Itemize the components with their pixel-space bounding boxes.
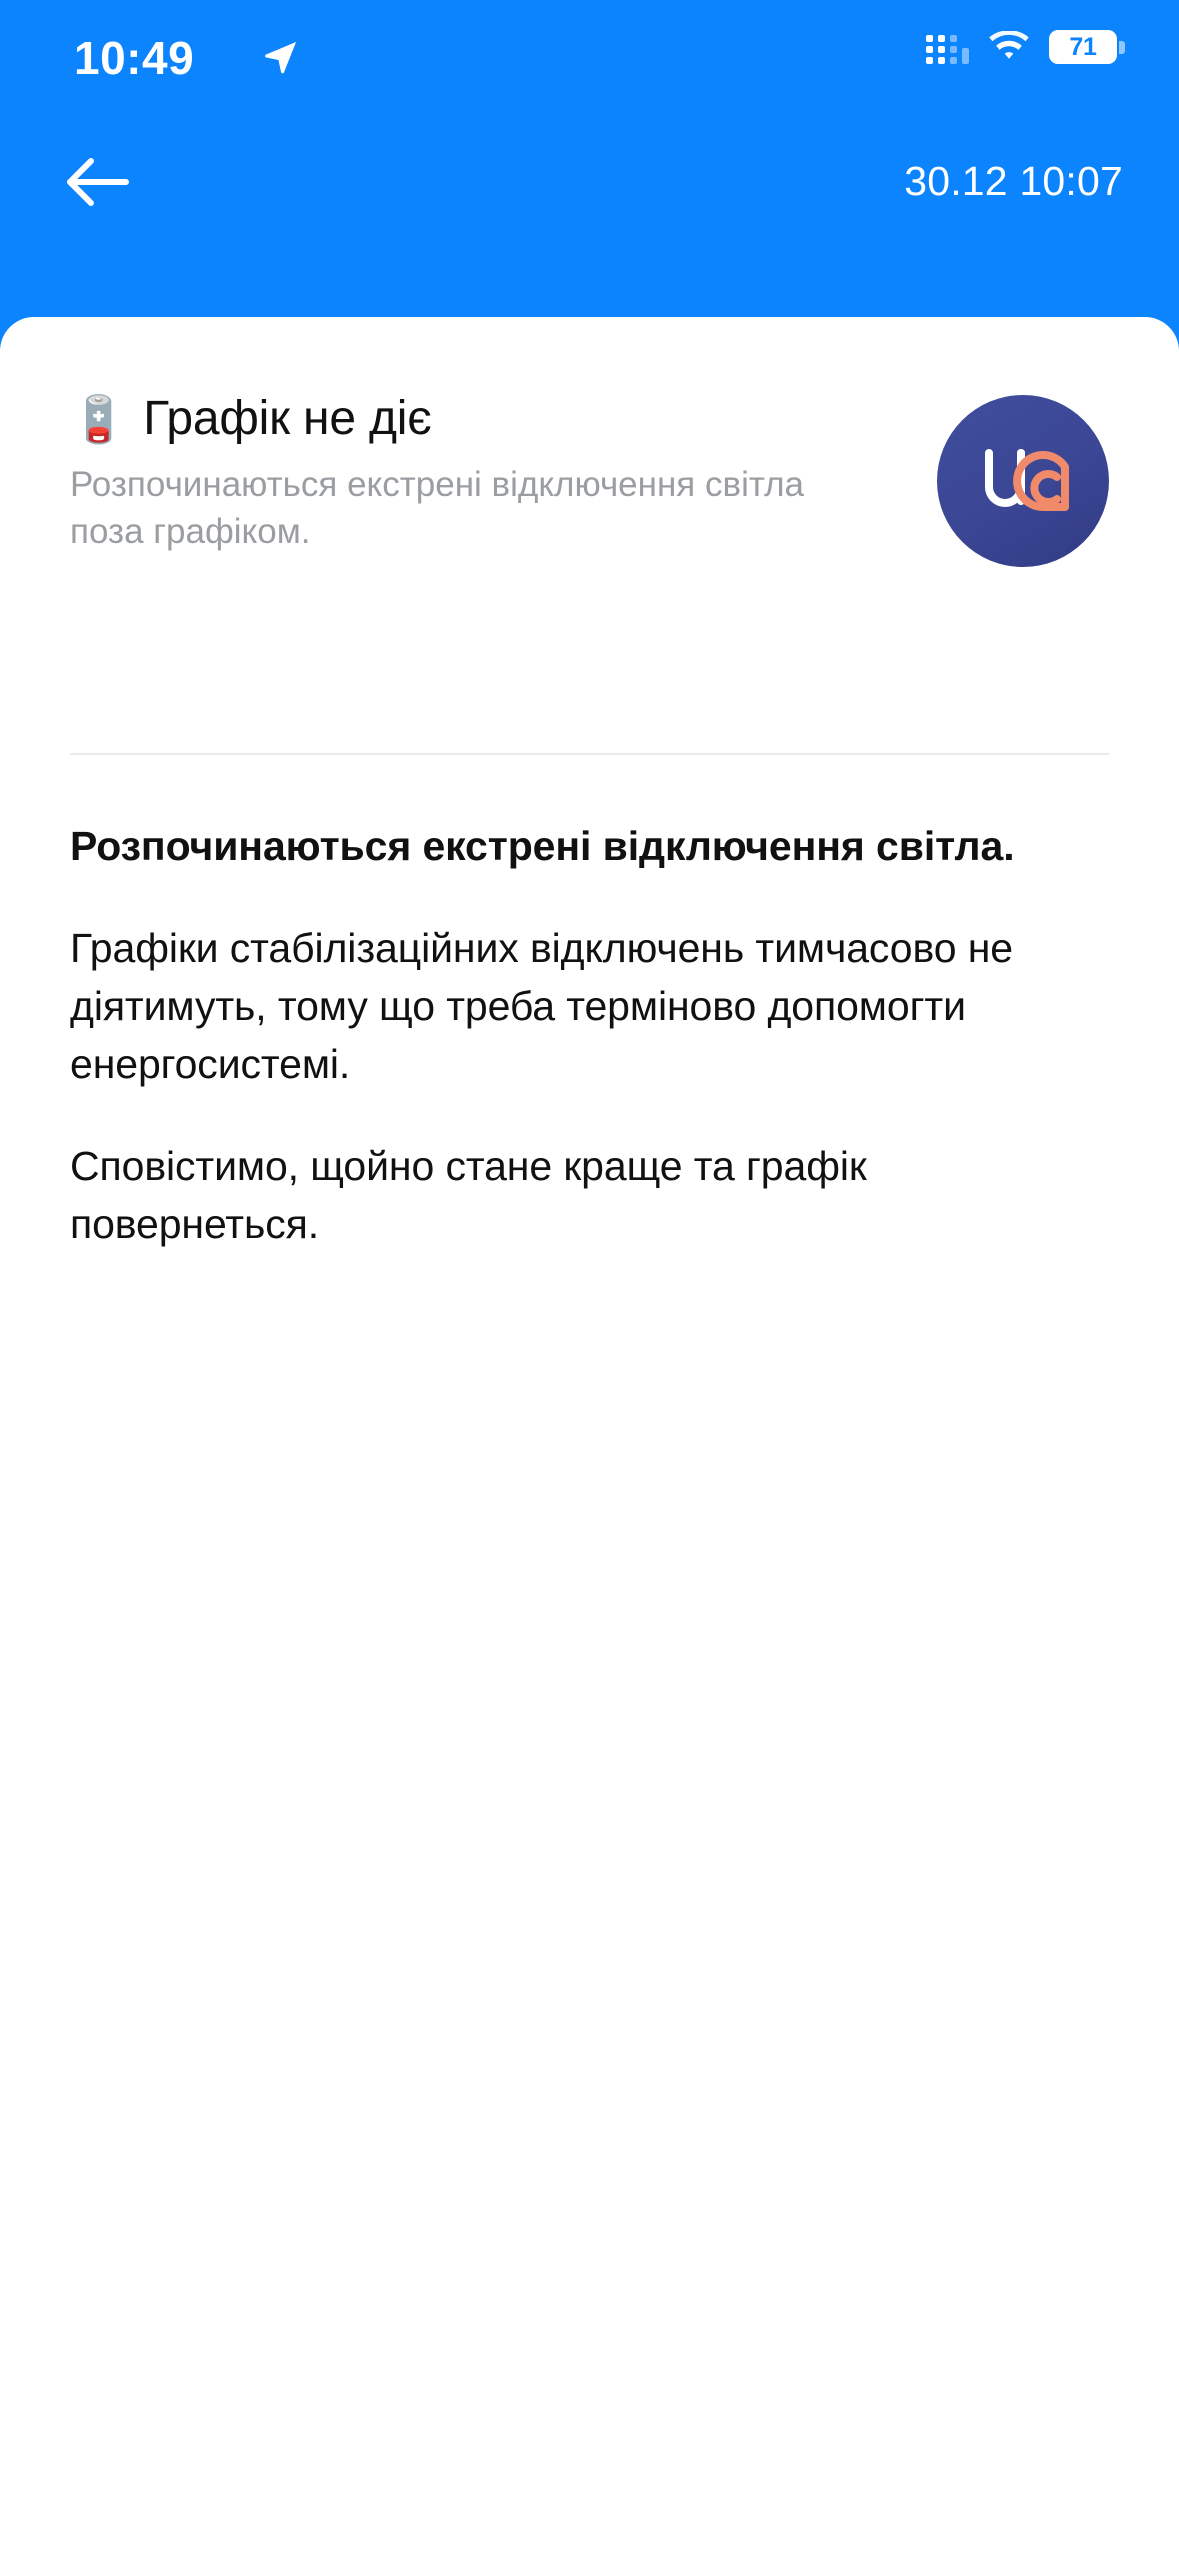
location-arrow-icon — [262, 38, 300, 76]
message-paragraph: Розпочинаються екстрені відключення світла. — [70, 823, 1015, 869]
battery-tip — [1119, 41, 1125, 54]
status-indicators — [926, 30, 1117, 64]
message-header — [70, 389, 1109, 609]
status-bar — [0, 0, 1179, 112]
message-date: 30.12 10:07 — [904, 158, 1123, 204]
message-paragraph: Сповістимо, щойно стане краще та графік повернеться. — [70, 1143, 867, 1247]
low-battery-emoji-icon: 🪫 — [70, 393, 128, 445]
message-sheet — [0, 317, 1179, 2556]
message-title: Графік не діє — [143, 392, 432, 445]
header-divider — [70, 753, 1109, 755]
message-paragraph: Графіки стабілізаційних відключень тимчасово не діятимуть, тому що треба терміново допомогти енергосистемі. — [70, 925, 1013, 1087]
yasno-logo-icon — [937, 395, 1109, 567]
cellular-signal-icon — [926, 30, 969, 64]
battery-percent: 71 — [1069, 32, 1097, 61]
sender-avatar[interactable] — [937, 395, 1109, 567]
arrow-left-icon — [56, 140, 140, 224]
message-subtitle: Розпочинаються екстрені відключення світла поза графіком. — [70, 465, 804, 551]
status-time: 10:49 — [74, 32, 195, 84]
battery-indicator — [1049, 30, 1117, 64]
message-body — [70, 817, 1070, 1253]
nav-bar — [0, 112, 1179, 317]
wifi-icon — [987, 31, 1031, 63]
back-button[interactable] — [56, 140, 140, 224]
